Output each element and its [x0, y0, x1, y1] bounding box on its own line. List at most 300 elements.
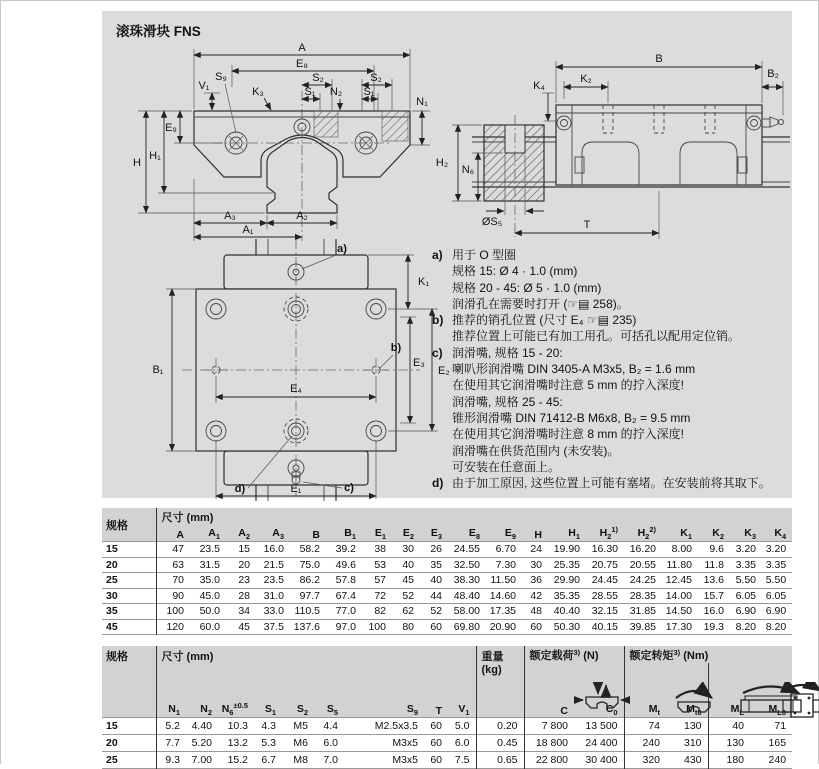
- table-cell: 36: [522, 573, 548, 589]
- table-cell: 49.6: [326, 557, 362, 573]
- grease-nipple-icon: [762, 117, 784, 127]
- table-cell: 137.6: [290, 619, 326, 635]
- table-cell: 13.2: [218, 735, 254, 752]
- table-cell: 23.5: [190, 542, 226, 558]
- table-cell: M6: [282, 735, 314, 752]
- table-cell: 11.8: [698, 557, 730, 573]
- table-cell: 15: [226, 542, 256, 558]
- top-view-drawing: [146, 239, 456, 501]
- dim-label-n6: N₆: [461, 164, 475, 176]
- table-cell: 120: [156, 619, 190, 635]
- table-cell: 50.30: [548, 619, 586, 635]
- table-cell: 42: [522, 588, 548, 604]
- column-header: $S_1$: [254, 701, 282, 718]
- dim-label-s2b: S₂: [370, 72, 382, 84]
- note-marker: [432, 443, 452, 459]
- note-text: 锥形润滑嘴 DIN 71412-B M6x8, B₂ = 9.5 mm: [452, 410, 691, 425]
- note-marker: [432, 426, 452, 442]
- table-cell: 16.0: [256, 542, 290, 558]
- column-header: $K_4$: [762, 525, 792, 542]
- dim-label-h1: H₁: [149, 150, 161, 162]
- dim-label-s2: S₂: [312, 72, 324, 84]
- table-cell: 60: [522, 619, 548, 635]
- table-cell: 16.20: [624, 542, 662, 558]
- note-text: 在使用其它润滑嘴时注意 8 mm 的拧入深度!: [452, 427, 685, 442]
- dim-label-e3: E₃: [413, 357, 425, 369]
- column-header: $A_3$: [256, 525, 290, 542]
- column-header: $V_1$: [448, 701, 476, 718]
- spec-cell: 45: [102, 619, 156, 635]
- loads-table: [102, 646, 792, 769]
- dim-label-s5: ØS₅: [481, 216, 503, 228]
- note-text: 用于 O 型圈: [452, 248, 517, 262]
- dim-label-s1: S₁: [304, 86, 316, 98]
- note-marker: b): [432, 313, 444, 328]
- table-cell: 4.4: [314, 718, 344, 735]
- table-cell: 130: [666, 718, 708, 735]
- dim-label-k3: K₃: [252, 86, 264, 98]
- dim-label-e9: E₉: [165, 122, 177, 134]
- notes: [432, 247, 788, 491]
- table-cell: 44: [420, 588, 448, 604]
- table-cell: 7.5: [448, 752, 476, 769]
- load-group-header: 额定载荷$^{3)}$ (N): [524, 646, 624, 663]
- table-cell: M5: [282, 718, 314, 735]
- dim-label-v1: V₁: [198, 80, 210, 92]
- table-cell: 8.00: [662, 542, 698, 558]
- table-cell: 240: [750, 752, 792, 769]
- table-cell: 3.35: [730, 557, 762, 573]
- dim-label-s9: S₉: [215, 71, 227, 83]
- table-cell: 15.2: [218, 752, 254, 769]
- table-cell: 30: [392, 542, 420, 558]
- hatch-area: [314, 111, 338, 137]
- dim-label-b: B: [655, 53, 663, 65]
- column-header: $C_0$: [574, 701, 624, 718]
- column-header: $A_2$: [226, 525, 256, 542]
- dim-label-k1: K₁: [418, 276, 430, 288]
- dim-label-h: H: [133, 157, 141, 169]
- table-row: [102, 735, 792, 752]
- note-marker: d): [432, 476, 444, 491]
- note-text: 润滑嘴, 规格 15 - 20:: [452, 345, 563, 360]
- table-cell: 67.4: [326, 588, 362, 604]
- table-cell: M3x5: [344, 752, 424, 769]
- table-cell: 14.00: [662, 588, 698, 604]
- table-cell: 4.3: [254, 718, 282, 735]
- table-cell: 23.5: [256, 573, 290, 589]
- table-cell: 63: [156, 557, 190, 573]
- spec-cell: 35: [102, 604, 156, 620]
- table-cell: 58.2: [290, 542, 326, 558]
- table-cell: 180: [708, 752, 750, 769]
- dim-label-k2: K₂: [580, 73, 592, 85]
- dim-label-a2: A₂: [296, 210, 308, 222]
- note-marker: [432, 410, 452, 426]
- table-cell: 53: [362, 557, 392, 573]
- table-cell: 47: [156, 542, 190, 558]
- spec-column-header: 规格: [102, 508, 156, 542]
- dim-label-a1: A₁: [242, 224, 254, 236]
- table-row: [102, 752, 792, 769]
- table-cell: M3x5: [344, 735, 424, 752]
- table-cell: 7 800: [524, 718, 574, 735]
- note-line: [432, 247, 788, 263]
- table-cell: 52: [420, 604, 448, 620]
- load-capacity-icon: [524, 663, 624, 701]
- column-header: $E_2$: [392, 525, 420, 542]
- table-cell: 31.85: [624, 604, 662, 620]
- column-header: $N_2$: [186, 701, 218, 718]
- note-marker: [432, 296, 452, 312]
- table-cell: 6.7: [254, 752, 282, 769]
- column-header: $B_1$: [326, 525, 362, 542]
- note-line: [432, 426, 788, 442]
- block-side-outline: [556, 105, 762, 185]
- table-cell: 37.5: [256, 619, 290, 635]
- table-cell: 20.55: [624, 557, 662, 573]
- table-cell: 38: [362, 542, 392, 558]
- spec-cell: 20: [102, 735, 156, 752]
- table-cell: 60: [420, 619, 448, 635]
- table-cell: 57.8: [326, 573, 362, 589]
- note-line: [432, 410, 788, 426]
- spec-column-header: 规格: [102, 646, 156, 718]
- table-cell: 9.6: [698, 542, 730, 558]
- table-cell: 12.45: [662, 573, 698, 589]
- column-header: T: [424, 701, 448, 718]
- note-text: 规格 20 - 45: Ø 5 · 1.0 (mm): [452, 280, 602, 295]
- table-cell: 14.60: [486, 588, 522, 604]
- note-text: 可安装在任意面上。: [452, 459, 561, 474]
- table-cell: 7.0: [314, 752, 344, 769]
- table-cell: 39.2: [326, 542, 362, 558]
- column-header: $H_1$: [548, 525, 586, 542]
- note-line: [432, 443, 788, 459]
- column-header: $S_2$: [282, 701, 314, 718]
- note-marker: a): [432, 248, 443, 262]
- table-cell: 15.7: [698, 588, 730, 604]
- table-cell: 71: [750, 718, 792, 735]
- table-cell: 6.90: [730, 604, 762, 620]
- table-row: [102, 619, 792, 635]
- table-cell: 30: [522, 557, 548, 573]
- torque-group-header: 额定转矩$^{3)}$ (Nm): [624, 646, 792, 663]
- table-cell: 240: [624, 735, 666, 752]
- table-cell: 48: [522, 604, 548, 620]
- table-cell: 5.50: [730, 573, 762, 589]
- note-line: [432, 263, 788, 279]
- table-cell: 19.3: [698, 619, 730, 635]
- table-cell: 52: [392, 588, 420, 604]
- table-cell: 7.00: [186, 752, 218, 769]
- table-cell: 6.70: [486, 542, 522, 558]
- column-header: $K_1$: [662, 525, 698, 542]
- column-header: $E_1$: [362, 525, 392, 542]
- column-header: $H_2^{1)}$: [586, 525, 624, 542]
- note-text: 在使用其它润滑嘴时注意 5 mm 的拧入深度!: [452, 378, 685, 393]
- callout-a: a): [337, 243, 347, 255]
- table-cell: 0.65: [476, 752, 524, 769]
- table-cell: 17.30: [662, 619, 698, 635]
- table-cell: 39.85: [624, 619, 662, 635]
- note-marker: [432, 377, 452, 393]
- table-cell: 40: [420, 573, 448, 589]
- column-header: $E_8$: [448, 525, 486, 542]
- table-cell: 38.30: [448, 573, 486, 589]
- dim-label-s1b: S₁: [363, 86, 375, 98]
- callout-b: b): [390, 342, 402, 354]
- table-cell: 7.7: [156, 735, 186, 752]
- table-cell: 77.0: [326, 604, 362, 620]
- spec-cell: 30: [102, 588, 156, 604]
- table-cell: 72: [362, 588, 392, 604]
- table-cell: 5.0: [448, 718, 476, 735]
- table-cell: 40.15: [586, 619, 624, 635]
- table-cell: 50.0: [190, 604, 226, 620]
- table-cell: 9.3: [156, 752, 186, 769]
- note-line: [432, 475, 788, 491]
- note-text: 推荐位置上可能已有加工用孔。可括孔以配用定位销。: [452, 329, 741, 344]
- table-cell: 60.0: [190, 619, 226, 635]
- column-header: $N_1$: [156, 701, 186, 718]
- table-cell: 80: [392, 619, 420, 635]
- note-line: [432, 361, 788, 377]
- table-cell: 8.20: [730, 619, 762, 635]
- spec-cell: 15: [102, 542, 156, 558]
- spec-cell: 25: [102, 752, 156, 769]
- column-header: $K_2$: [698, 525, 730, 542]
- table-cell: 5.2: [156, 718, 186, 735]
- dim-label-k4: K₄: [533, 80, 545, 92]
- table-cell: 31.0: [256, 588, 290, 604]
- table-cell: 28.55: [586, 588, 624, 604]
- table-cell: 90: [156, 588, 190, 604]
- column-header: A: [156, 525, 190, 542]
- dim-label-a3: A₃: [224, 210, 236, 222]
- note-line: [432, 280, 788, 296]
- front-view-drawing: [108, 37, 438, 243]
- table-cell: 16.30: [586, 542, 624, 558]
- table-cell: 82: [362, 604, 392, 620]
- column-header: $S_9$: [344, 701, 424, 718]
- dim-label-b2: B₂: [767, 68, 779, 80]
- dim-label-h2: H₂: [435, 157, 449, 169]
- table-cell: 320: [624, 752, 666, 769]
- table-cell: 0.45: [476, 735, 524, 752]
- table-cell: 0.20: [476, 718, 524, 735]
- dimensions-table: [102, 508, 792, 635]
- note-line: [432, 377, 788, 393]
- table-cell: 21.5: [256, 557, 290, 573]
- table-cell: 26: [420, 542, 448, 558]
- note-text: 由于加工原因, 这些位置上可能有塞堵。在安装前将其取下。: [452, 476, 771, 491]
- column-header: $E_9$: [486, 525, 522, 542]
- table-cell: 40: [392, 557, 420, 573]
- note-text: 推荐的销孔位置 (尺寸 E₄ ☞▤ 235): [452, 313, 637, 328]
- table-cell: 11.80: [662, 557, 698, 573]
- table-row: [102, 604, 792, 620]
- dim-label-e8: E₈: [296, 58, 308, 70]
- table-cell: 57: [362, 573, 392, 589]
- column-header: $M_L$: [708, 701, 750, 718]
- note-line: [432, 459, 788, 475]
- table-cell: 6.05: [730, 588, 762, 604]
- callout-d: d): [234, 483, 246, 495]
- column-header: $M_{t0}$: [666, 701, 708, 718]
- table-cell: 110.5: [290, 604, 326, 620]
- table-cell: 310: [666, 735, 708, 752]
- table-cell: 5.20: [186, 735, 218, 752]
- note-line: [432, 394, 788, 410]
- torque-mt-icon: [624, 663, 708, 701]
- note-text: 润滑嘴在供货范围内 (未安装)。: [452, 443, 620, 458]
- table-cell: 40: [708, 718, 750, 735]
- dim-label-t: T: [583, 219, 591, 231]
- table-cell: 5.50: [762, 573, 792, 589]
- note-marker: [432, 361, 452, 377]
- column-header: C: [524, 701, 574, 718]
- note-text: 润滑孔在需要时打开 (☞▤ 258)。: [452, 296, 629, 311]
- rail-clamp-section: [484, 125, 544, 201]
- table-cell: 6.0: [314, 735, 344, 752]
- table-cell: 24 400: [574, 735, 624, 752]
- note-text: 喇叭形润滑嘴 DIN 3405-A M3x5, B₂ = 1.6 mm: [452, 362, 696, 377]
- note-line: [432, 345, 788, 361]
- table-row: [102, 542, 792, 558]
- page-title: 滚珠滑块 FNS: [116, 24, 201, 39]
- table-cell: M8: [282, 752, 314, 769]
- note-marker: [432, 263, 452, 279]
- spec-cell: 15: [102, 718, 156, 735]
- column-header: $E_3$: [420, 525, 448, 542]
- table-cell: 60: [424, 718, 448, 735]
- drawing-panel: [102, 11, 792, 498]
- hatch-area: [382, 111, 408, 141]
- table-cell: 6.0: [448, 735, 476, 752]
- table-cell: 6.90: [762, 604, 792, 620]
- note-line: [432, 296, 788, 312]
- table-cell: 13 500: [574, 718, 624, 735]
- table-cell: 30 400: [574, 752, 624, 769]
- table-cell: 100: [362, 619, 392, 635]
- note-line: [432, 328, 788, 344]
- table-cell: 28: [226, 588, 256, 604]
- dim-label-b1: B₁: [152, 364, 164, 376]
- table-cell: 100: [156, 604, 190, 620]
- callout-c: c): [344, 482, 354, 494]
- side-view-drawing: [432, 41, 790, 246]
- table-cell: 45: [226, 619, 256, 635]
- table-cell: 75.0: [290, 557, 326, 573]
- table-cell: 20.75: [586, 557, 624, 573]
- table-cell: 24.45: [586, 573, 624, 589]
- column-header: B: [290, 525, 326, 542]
- table-cell: 86.2: [290, 573, 326, 589]
- table-cell: 60: [424, 735, 448, 752]
- column-header: $K_3$: [730, 525, 762, 542]
- table-cell: 130: [708, 735, 750, 752]
- table-cell: 34: [226, 604, 256, 620]
- table-cell: 60: [424, 752, 448, 769]
- table-cell: 28.35: [624, 588, 662, 604]
- table-cell: 165: [750, 735, 792, 752]
- table-cell: 17.35: [486, 604, 522, 620]
- table-cell: 13.6: [698, 573, 730, 589]
- column-header: H: [522, 525, 548, 542]
- table-cell: 20: [226, 557, 256, 573]
- table-cell: 32.50: [448, 557, 486, 573]
- table-cell: 7.30: [486, 557, 522, 573]
- table-cell: 69.80: [448, 619, 486, 635]
- table-cell: 18 800: [524, 735, 574, 752]
- table-cell: 35: [420, 557, 448, 573]
- note-marker: [432, 459, 452, 475]
- dim-label-n1: N₁: [416, 96, 428, 108]
- table-cell: 19.90: [548, 542, 586, 558]
- note-line: [432, 312, 788, 328]
- table-cell: 3.20: [730, 542, 762, 558]
- column-header: $N_6^{\pm 0.5}$: [218, 701, 254, 718]
- note-text: 润滑嘴, 规格 25 - 45:: [452, 394, 563, 409]
- table-cell: 32.15: [586, 604, 624, 620]
- table-cell: 14.50: [662, 604, 698, 620]
- table-cell: 16.0: [698, 604, 730, 620]
- dim-label-a: A: [298, 42, 306, 54]
- table-cell: 40.40: [548, 604, 586, 620]
- table-cell: 24.55: [448, 542, 486, 558]
- spec-cell: 20: [102, 557, 156, 573]
- table-cell: 45.0: [190, 588, 226, 604]
- dim-label-e4: E₄: [290, 383, 302, 395]
- table-cell: M2.5x3.5: [344, 718, 424, 735]
- table-cell: 10.3: [218, 718, 254, 735]
- weight-group-header: 重量 (kg): [476, 646, 524, 718]
- table-cell: 97.0: [326, 619, 362, 635]
- note-marker: c): [432, 345, 443, 360]
- table-cell: 430: [666, 752, 708, 769]
- table-cell: 3.35: [762, 557, 792, 573]
- table-cell: 74: [624, 718, 666, 735]
- table-cell: 5.3: [254, 735, 282, 752]
- note-marker: [432, 328, 452, 344]
- table-row: [102, 557, 792, 573]
- table-cell: 20.90: [486, 619, 522, 635]
- table-cell: 11.50: [486, 573, 522, 589]
- table-cell: 35.35: [548, 588, 586, 604]
- table-cell: 22 800: [524, 752, 574, 769]
- spec-cell: 25: [102, 573, 156, 589]
- table-cell: 3.20: [762, 542, 792, 558]
- table-cell: 4.40: [186, 718, 218, 735]
- table-cell: 45: [392, 573, 420, 589]
- table-cell: 31.5: [190, 557, 226, 573]
- table-cell: 24: [522, 542, 548, 558]
- dim-label-n2: N₂: [329, 86, 343, 98]
- dim-group-header: 尺寸 (mm): [156, 646, 476, 701]
- table-row: [102, 588, 792, 604]
- table-cell: 24.25: [624, 573, 662, 589]
- table-cell: 48.40: [448, 588, 486, 604]
- table-cell: 62: [392, 604, 420, 620]
- table-cell: 70: [156, 573, 190, 589]
- column-header: $A_1$: [190, 525, 226, 542]
- note-text: 规格 15: Ø 4 · 1.0 (mm): [452, 264, 578, 279]
- column-header: $M_{L0}$: [750, 701, 792, 718]
- column-header: $S_5$: [314, 701, 344, 718]
- column-header: $M_t$: [624, 701, 666, 718]
- table-row: [102, 718, 792, 735]
